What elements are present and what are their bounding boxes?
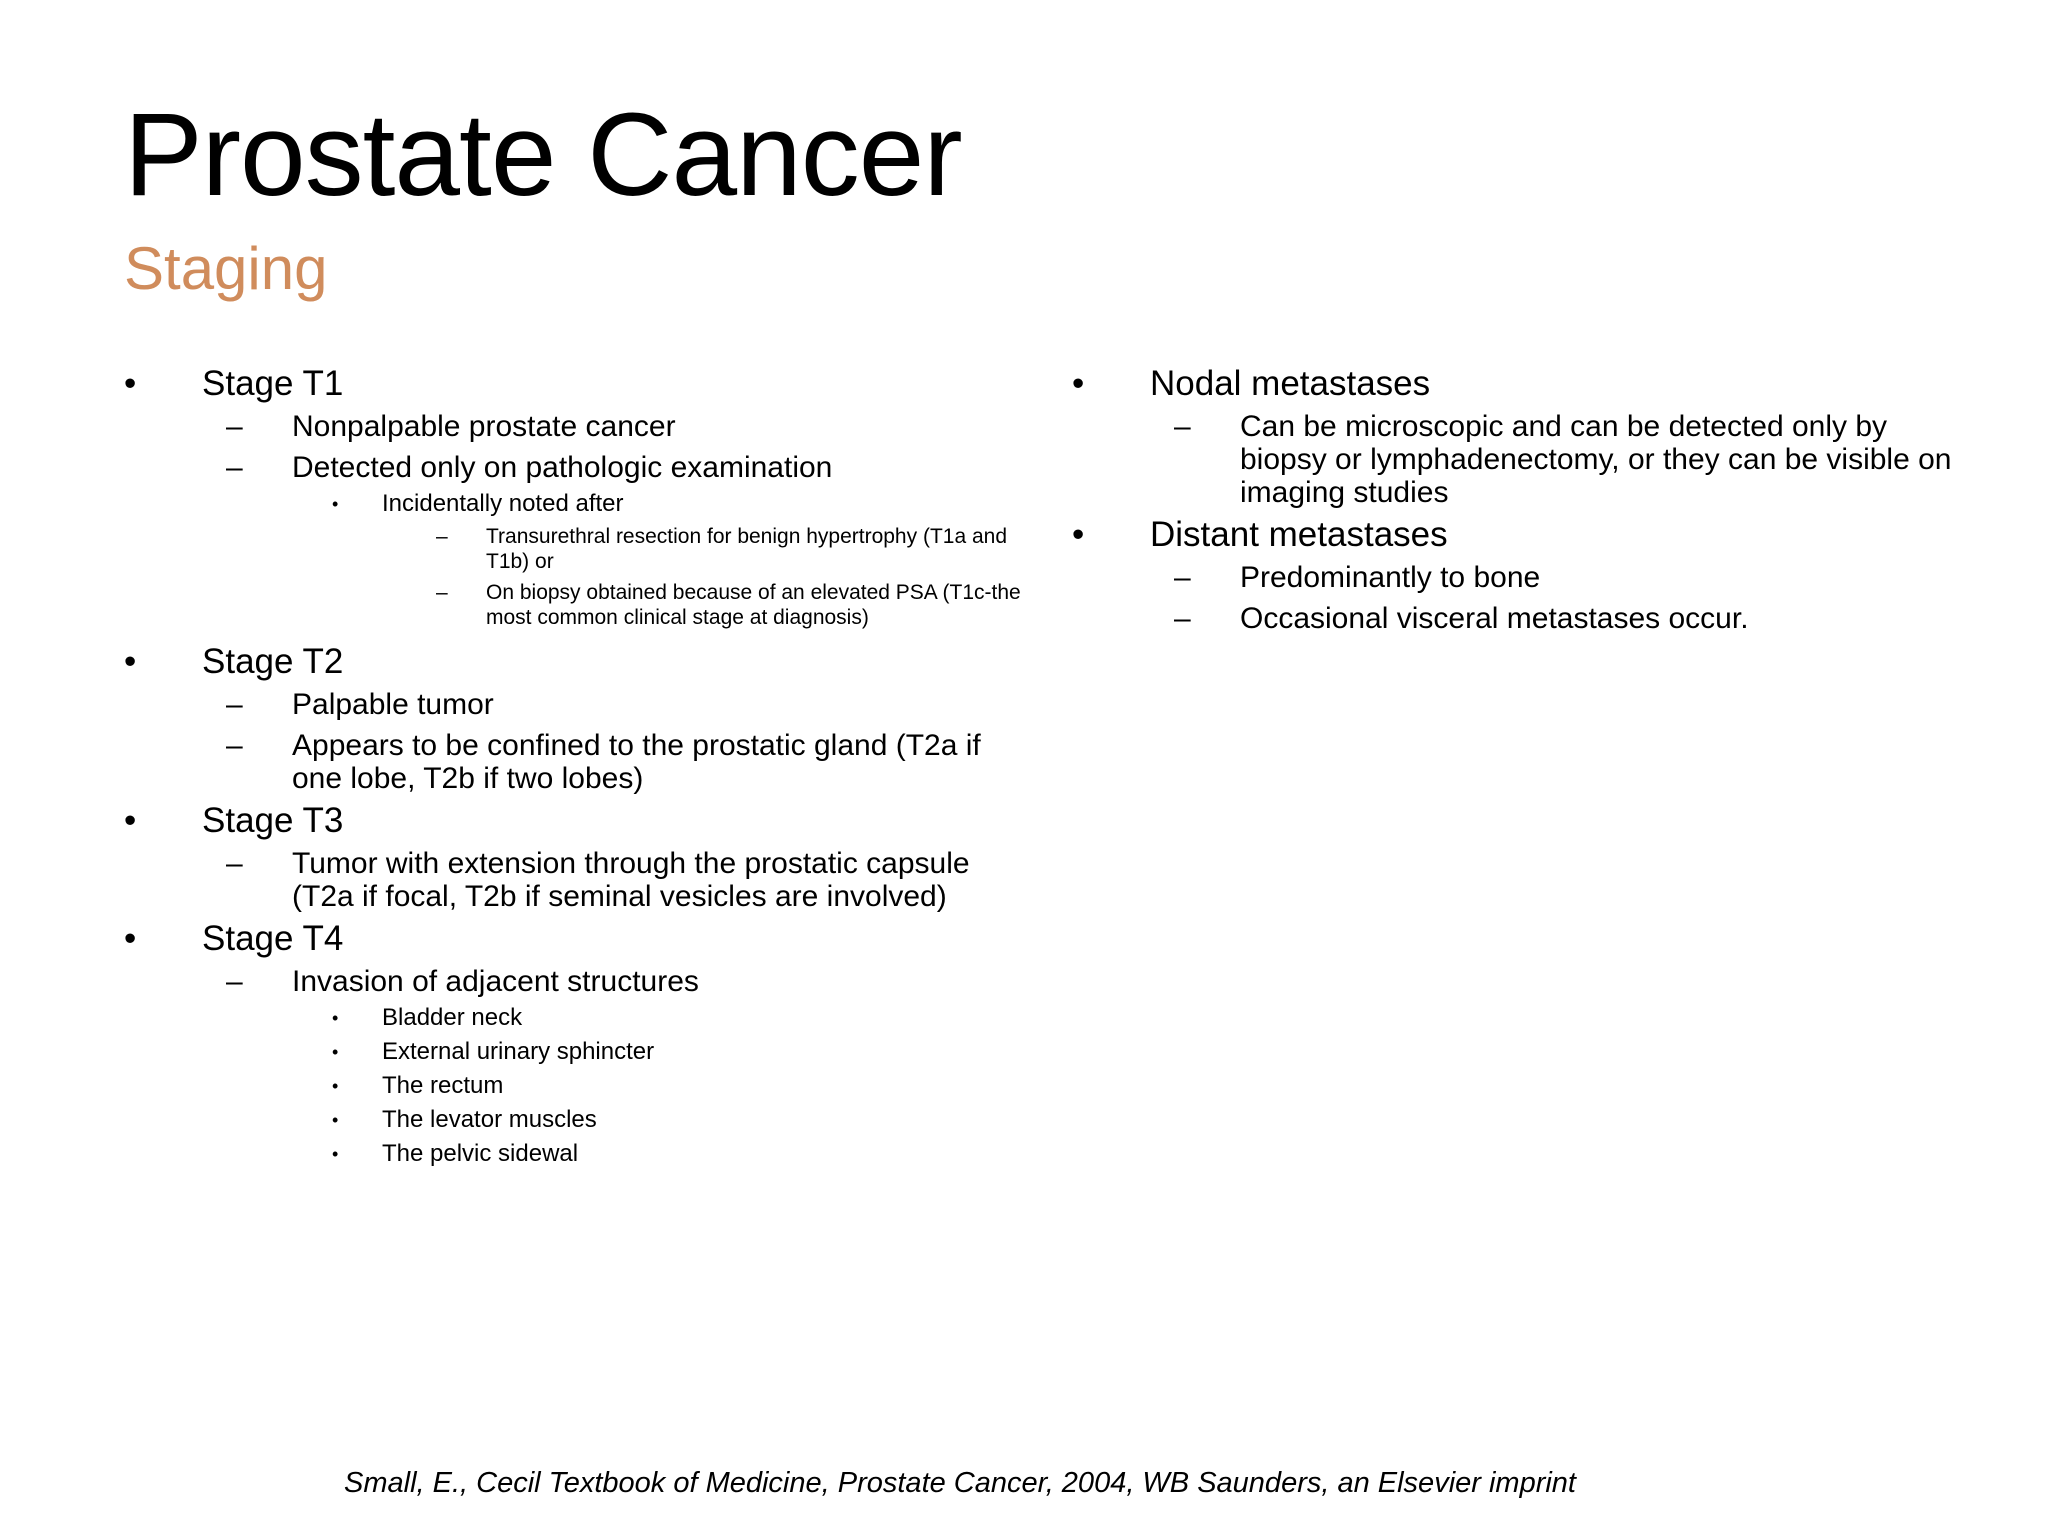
bullet-marker: • (1072, 364, 1085, 403)
list-item (124, 366, 1024, 402)
item-text: Stage T4 (202, 919, 344, 958)
dash-marker: – (436, 581, 448, 604)
list-item (124, 1038, 1024, 1066)
bullet-marker: • (332, 1008, 339, 1028)
slide-subtitle: Staging (124, 235, 328, 302)
list-item (124, 451, 1024, 484)
list-item (1072, 602, 1972, 635)
list-item (1072, 561, 1972, 594)
item-text: Occasional visceral metastases occur. (1240, 602, 1749, 635)
list-item (124, 1004, 1024, 1032)
item-text: Nonpalpable prostate cancer (292, 410, 676, 443)
item-text: Stage T1 (202, 364, 344, 403)
bullet-marker: • (1072, 515, 1085, 554)
list-item (124, 1140, 1024, 1168)
list-item (124, 490, 1024, 518)
slide-title: Prostate Cancer (124, 89, 962, 221)
citation: Small, E., Cecil Textbook of Medicine, Prostate Cancer, 2004, WB Saunders, an Elsevier imprint (344, 1467, 1576, 1499)
item-text: Invasion of adjacent structures (292, 965, 699, 998)
bullet-marker: • (124, 801, 137, 840)
dash-marker: – (1174, 602, 1191, 635)
item-text: Incidentally noted after (382, 490, 624, 517)
list-item (1072, 410, 1972, 509)
item-text: Distant metastases (1150, 515, 1448, 554)
item-text: Tumor with extension through the prostatic capsule (T2a if focal, T2b if seminal vesicles are involved) (292, 847, 970, 913)
dash-marker: – (226, 847, 243, 880)
bullet-marker: • (332, 494, 339, 514)
list-item (124, 965, 1024, 998)
item-text: Stage T2 (202, 642, 344, 681)
item-text: Can be microscopic and can be detected only by biopsy or lymphadenectomy, or they can be visible on imaging studies (1240, 410, 1952, 509)
item-text: Transurethral resection for benign hypertrophy (T1a and T1b) or (486, 525, 1008, 573)
list-item (1072, 366, 1972, 402)
item-text: Palpable tumor (292, 688, 494, 721)
list-item (124, 803, 1024, 839)
bullet-marker: • (332, 1042, 339, 1062)
bullet-marker: • (332, 1076, 339, 1096)
list-item (124, 847, 1024, 913)
item-text: Detected only on pathologic examination (292, 451, 833, 484)
left-column (124, 366, 1024, 1168)
dash-marker: – (1174, 561, 1191, 594)
bullet-marker: • (124, 642, 137, 681)
list-item (124, 644, 1024, 680)
right-column (1072, 366, 1972, 635)
item-text: External urinary sphincter (382, 1038, 655, 1065)
item-text: Bladder neck (382, 1004, 523, 1031)
dash-marker: – (436, 525, 448, 548)
dash-marker: – (1174, 410, 1191, 443)
list-item (124, 688, 1024, 721)
list-item (124, 524, 1024, 574)
list-item (124, 921, 1024, 957)
bullet-marker: • (124, 364, 137, 403)
list-item (124, 1072, 1024, 1100)
dash-marker: – (226, 729, 243, 762)
item-text: Stage T3 (202, 801, 344, 840)
item-text: Predominantly to bone (1240, 561, 1541, 594)
bullet-marker: • (332, 1110, 339, 1130)
list-item (124, 1106, 1024, 1134)
bullet-marker: • (124, 919, 137, 958)
list-item (124, 580, 1024, 630)
list-item (124, 729, 1024, 795)
item-text: The levator muscles (382, 1106, 597, 1133)
item-text: On biopsy obtained because of an elevated PSA (T1c-the most common clinical stage at diagnosis) (486, 581, 1021, 629)
item-text: Nodal metastases (1150, 364, 1431, 403)
item-text: The pelvic sidewal (382, 1140, 579, 1167)
dash-marker: – (226, 965, 243, 998)
dash-marker: – (226, 451, 243, 484)
list-item (124, 410, 1024, 443)
bullet-marker: • (332, 1144, 339, 1164)
dash-marker: – (226, 410, 243, 443)
item-text: Appears to be confined to the prostatic gland (T2a if one lobe, T2b if two lobes) (292, 729, 981, 795)
dash-marker: – (226, 688, 243, 721)
list-item (1072, 517, 1972, 553)
item-text: The rectum (382, 1072, 504, 1099)
